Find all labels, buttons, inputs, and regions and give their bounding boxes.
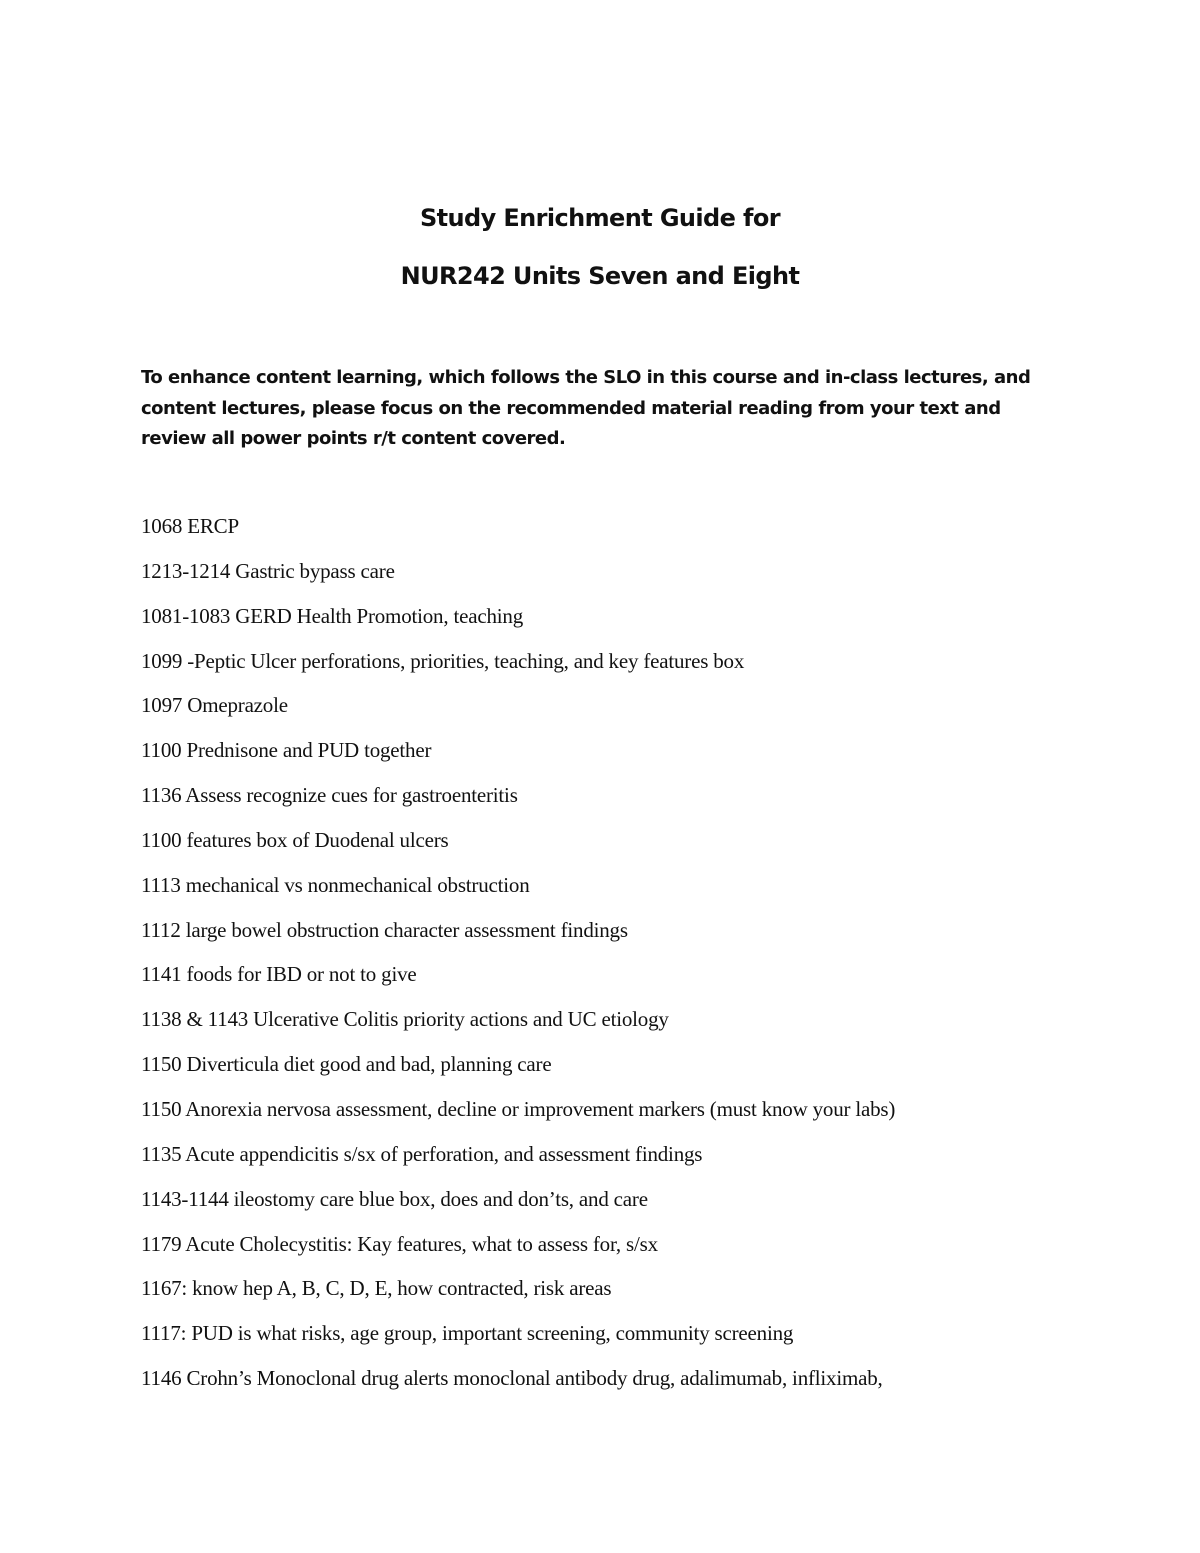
topic-item: 1138 & 1143 Ulcerative Colitis priority actions and UC etiology <box>141 1007 669 1032</box>
topic-item: 1179 Acute Cholecystitis: Kay features, what to assess for, s/sx <box>141 1231 658 1256</box>
topic-item: 1081-1083 GERD Health Promotion, teaching <box>141 603 523 628</box>
topic-item: 1099 -Peptic Ulcer perforations, priorities, teaching, and key features box <box>141 648 745 673</box>
intro-paragraph: To enhance content learning, which follows the SLO in this course and in-class lectures, and content lectures, please focus on the recommended material reading from your text and review all power points r/t content covered. <box>141 367 1031 449</box>
topic-item: 1136 Assess recognize cues for gastroenteritis <box>141 783 518 808</box>
topic-item: 1068 ERCP <box>141 514 239 538</box>
topic-item: 1150 Diverticula diet good and bad, planning care <box>141 1052 552 1077</box>
topic-item: 1100 Prednisone and PUD together <box>141 738 432 763</box>
document-title: Study Enrichment Guide for <box>419 204 781 232</box>
topic-item: 1113 mechanical vs nonmechanical obstruction <box>141 872 530 897</box>
topic-item: 1167: know hep A, B, C, D, E, how contracted, risk areas <box>141 1276 612 1301</box>
topic-item: 1150 Anorexia nervosa assessment, decline or improvement markers (must know your labs) <box>141 1096 896 1121</box>
topic-item: 1141 foods for IBD or not to give <box>141 962 417 987</box>
topic-list <box>141 511 1141 1408</box>
topic-item: 1135 Acute appendicitis s/sx of perforation, and assessment findings <box>141 1141 703 1166</box>
topic-item: 1112 large bowel obstruction character assessment findings <box>141 917 628 942</box>
topic-item: 1100 features box of Duodenal ulcers <box>141 827 449 852</box>
topic-item: 1117: PUD is what risks, age group, important screening, community screening <box>141 1321 794 1346</box>
document-subtitle: NUR242 Units Seven and Eight <box>400 262 800 290</box>
topic-item: 1097 Omeprazole <box>141 693 288 718</box>
topic-item: 1213-1214 Gastric bypass care <box>141 558 395 583</box>
topic-item: 1143-1144 ileostomy care blue box, does and don’ts, and care <box>141 1186 648 1211</box>
topic-item: 1146 Crohn’s Monoclonal drug alerts monoclonal antibody drug, adalimumab, infliximab, <box>141 1366 883 1391</box>
